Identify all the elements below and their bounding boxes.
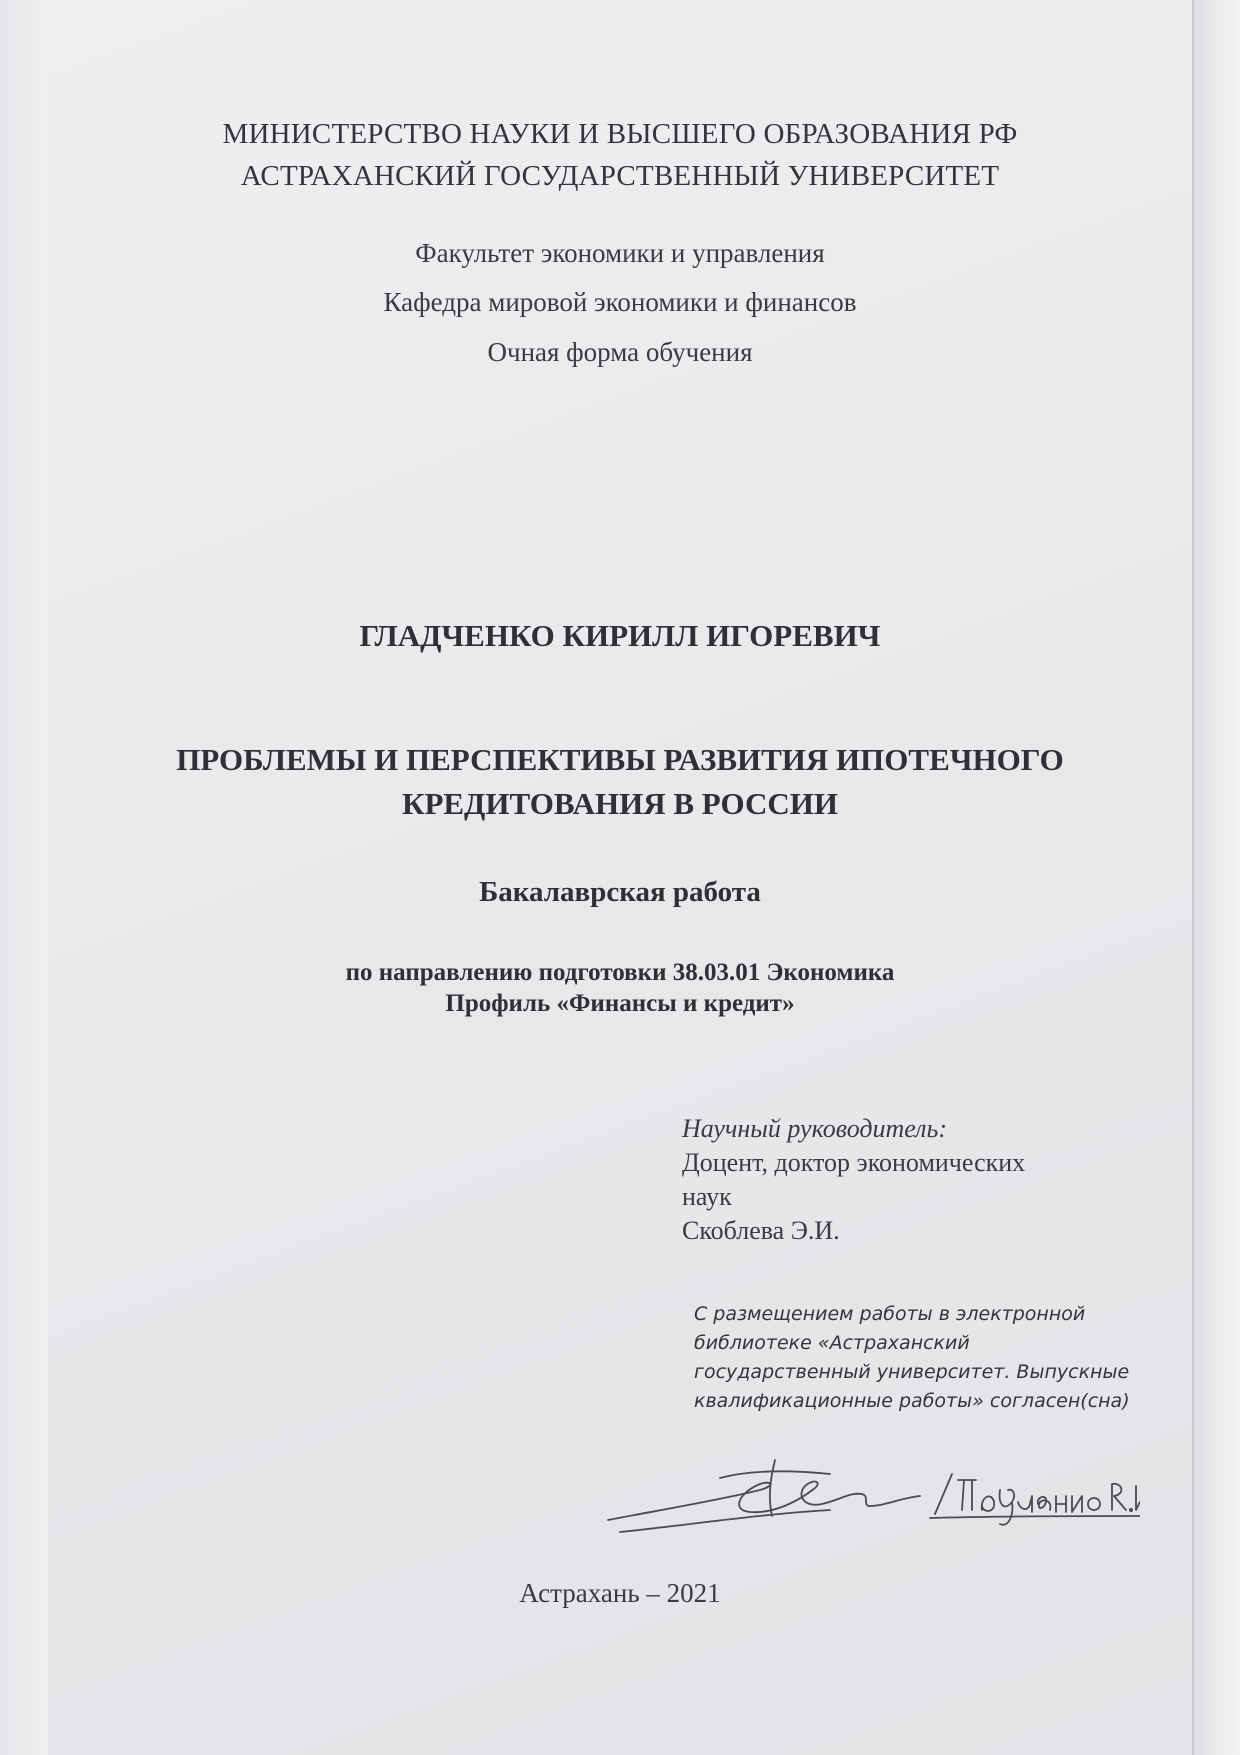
page-edge-line (1192, 0, 1194, 1755)
supervisor-name: Скоблева Э.И. (682, 1216, 840, 1245)
department-line: Кафедра мировой экономики и финансов (383, 287, 857, 317)
supervisor-degree-line2: наук (682, 1182, 732, 1211)
city-year: Астрахань – 2021 (519, 1578, 721, 1608)
consent-line2: библиотеке «Астраханский (694, 1332, 970, 1354)
supervisor-degree-line1: Доцент, доктор экономических (682, 1148, 1026, 1177)
direction-line: по направлению подготовки 38.03.01 Экономика (345, 959, 895, 986)
page-left-margin (0, 0, 48, 1755)
handwritten-signature (600, 1440, 1140, 1550)
consent-line1: С размещением работы в электронной (694, 1303, 1086, 1325)
supervisor-role: Научный руководитель: (682, 1114, 948, 1143)
study-form-line: Очная форма обучения (487, 337, 753, 367)
page-right-edge (1192, 0, 1240, 1755)
author-name: ГЛАДЧЕНКО КИРИЛЛ ИГОРЕВИЧ (359, 618, 881, 653)
thesis-title-line1: ПРОБЛЕМЫ И ПЕРСПЕКТИВЫ РАЗВИТИЯ ИПОТЕЧНОГО (176, 742, 1064, 777)
supervisor-block (682, 1112, 1025, 1248)
profile-line: Профиль «Финансы и кредит» (445, 990, 795, 1017)
faculty-line: Факультет экономики и управления (415, 238, 825, 268)
work-type: Бакалаврская работа (479, 876, 761, 908)
thesis-title-line2: КРЕДИТОВАНИЯ В РОССИИ (401, 786, 839, 821)
consent-stamp (694, 1300, 1130, 1416)
consent-line4: квалификационные работы» согласен(сна) (694, 1390, 1130, 1412)
consent-line3: государственный университет. Выпускные (694, 1361, 1130, 1383)
university-heading: АСТРАХАНСКИЙ ГОСУДАРСТВЕННЫЙ УНИВЕРСИТЕТ (240, 160, 1000, 192)
ministry-heading: МИНИСТЕРСТВО НАУКИ И ВЫСШЕГО ОБРАЗОВАНИЯ РФ (222, 118, 1018, 150)
